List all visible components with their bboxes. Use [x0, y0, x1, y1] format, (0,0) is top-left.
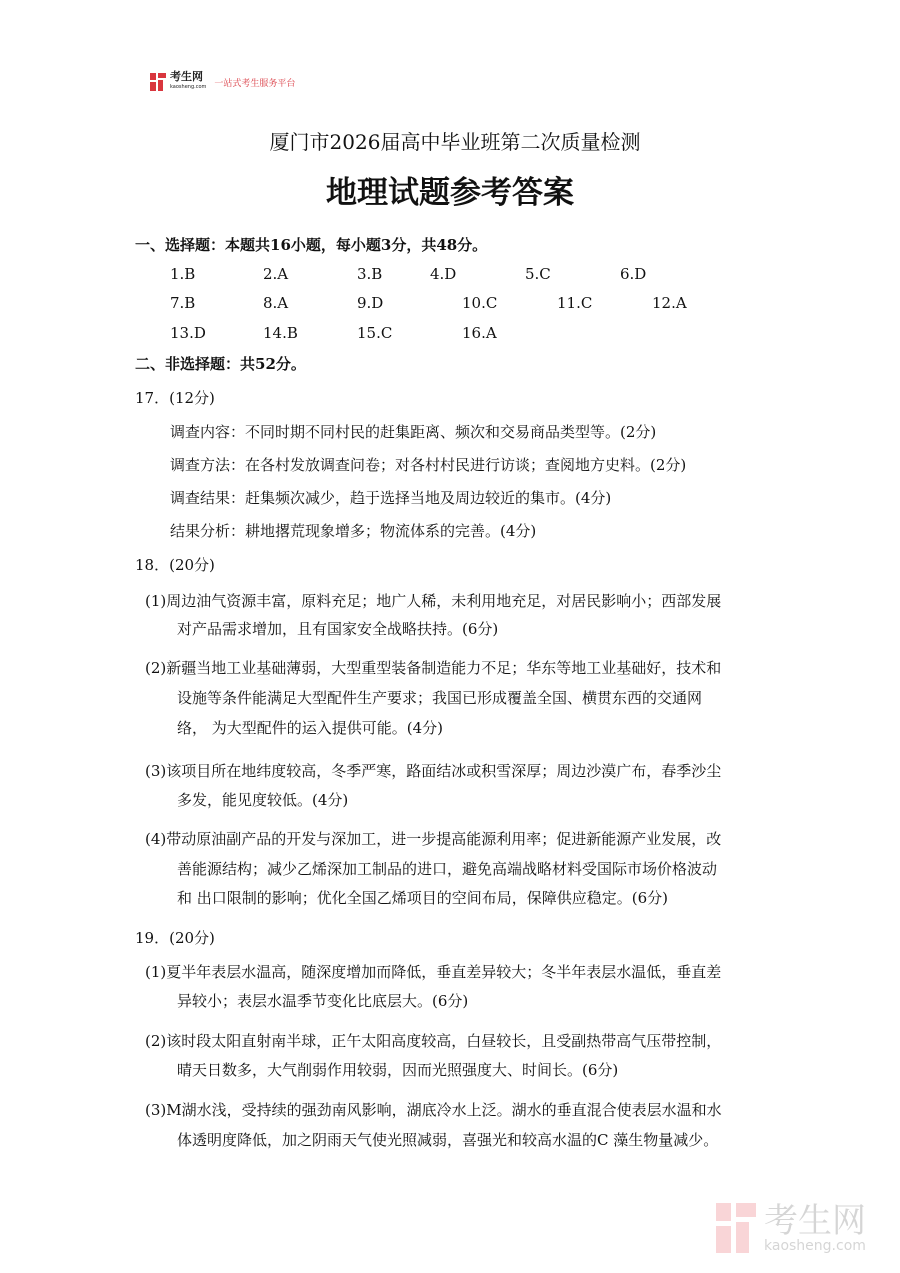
q19-label: 19．(20分) — [135, 929, 215, 947]
kaosheng-watermark-icon — [716, 1203, 756, 1253]
kaosheng-logo-icon — [150, 73, 166, 91]
q17-line: 调查内容：不同时期不同村民的赶集距离、频次和交易商品类型等。(2分) — [170, 423, 657, 441]
exam-title: 厦门市2026届高中毕业班第二次质量检测 — [269, 130, 641, 154]
mc-answer: 7.B — [170, 294, 196, 312]
q18-3: 多发，能见度较低。(4分) — [177, 791, 349, 809]
q19-1: (1)夏半年表层水温高，随深度增加而降低，垂直差异较大；冬半年表层水温低，垂直差 — [145, 963, 722, 981]
mc-answer: 10.C — [462, 294, 498, 312]
q18-2: 络， 为大型配件的运入提供可能。(4分) — [177, 719, 444, 737]
mc-answer: 9.D — [357, 294, 384, 312]
q19-2: 晴天日数多，大气削弱作用较弱，因而光照强度大、时间长。(6分) — [177, 1061, 619, 1079]
section2-heading: 二、非选择题：共52分。 — [135, 355, 306, 373]
mc-answer: 5.C — [525, 265, 551, 283]
q19-1: 异较小；表层水温季节变化比底层大。(6分) — [177, 992, 469, 1010]
q18-2: 设施等条件能满足大型配件生产要求；我国已形成覆盖全国、横贯东西的交通网 — [177, 689, 703, 707]
slogan: 一站式考生服务平台 — [214, 78, 296, 89]
mc-answer: 3.B — [357, 265, 383, 283]
q18-1: 对产品需求增加，且有国家安全战略扶持。(6分) — [177, 620, 499, 638]
brand-name: 考生网 kaosheng.com — [170, 70, 207, 90]
q18-2: (2)新疆当地工业基础薄弱，大型重型装备制造能力不足；华东等地工业基础好，技术和 — [145, 659, 722, 677]
watermark: 考生网 kaosheng.com — [716, 1203, 866, 1253]
mc-answer: 8.A — [263, 294, 289, 312]
mc-answer: 11.C — [557, 294, 593, 312]
mc-answer: 4.D — [430, 265, 457, 283]
q18-1: (1)周边油气资源丰富，原料充足；地广人稀，未利用地充足，对居民影响小；西部发展 — [145, 592, 722, 610]
q18-4: 和 出口限制的影响；优化全国乙烯项目的空间布局，保障供应稳定。(6分) — [177, 889, 669, 907]
header-logo — [150, 72, 295, 92]
mc-answer: 14.B — [263, 324, 298, 342]
mc-answer: 15.C — [357, 324, 393, 342]
mc-answer: 12.A — [652, 294, 687, 312]
mc-answer: 16.A — [462, 324, 497, 342]
section1-heading: 一、选择题：本题共16小题，每小题3分，共48分。 — [135, 236, 488, 254]
mc-answer: 1.B — [170, 265, 196, 283]
q18-4: (4)带动原油副产品的开发与深加工，进一步提高能源利用率；促进新能源产业发展，改 — [145, 830, 722, 848]
mc-answer: 6.D — [620, 265, 647, 283]
q18-4: 善能源结构；减少乙烯深加工制品的进口，避免高端战略材料受国际市场价格波动 — [177, 860, 718, 878]
q17-line: 调查方法：在各村发放调查问卷；对各村村民进行访谈；查阅地方史料。(2分) — [170, 456, 687, 474]
page-title: 地理试题参考答案 — [326, 175, 574, 211]
q17-label: 17．(12分) — [135, 389, 215, 407]
q19-2: (2)该时段太阳直射南半球，正午太阳高度较高，白昼较长，且受副热带高气压带控制， — [145, 1032, 722, 1050]
mc-answer: 2.A — [263, 265, 289, 283]
q19-3: (3)M湖水浅，受持续的强劲南风影响，湖底冷水上泛。湖水的垂直混合使表层水温和水 — [145, 1101, 722, 1119]
q17-line: 结果分析：耕地撂荒现象增多；物流体系的完善。(4分) — [170, 522, 537, 540]
q18-3: (3)该项目所在地纬度较高，冬季严寒，路面结冰或积雪深厚；周边沙漠广布，春季沙尘 — [145, 762, 722, 780]
q19-3: 体透明度降低，加之阴雨天气使光照减弱，喜强光和较高水温的C 藻生物量减少。 — [177, 1131, 719, 1149]
mc-answer: 13.D — [170, 324, 206, 342]
q17-line: 调查结果：赶集频次减少，趋于选择当地及周边较近的集市。(4分) — [170, 489, 612, 507]
q18-label: 18．(20分) — [135, 556, 215, 574]
